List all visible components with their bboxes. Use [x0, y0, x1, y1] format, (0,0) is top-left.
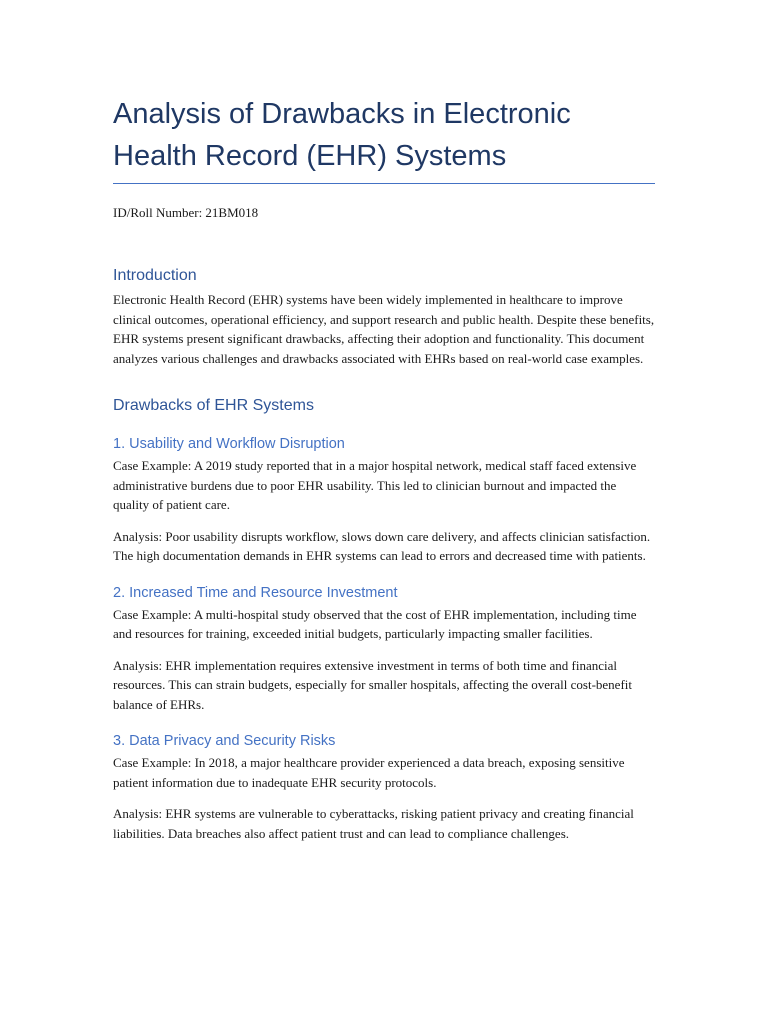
document-title: Analysis of Drawbacks in Electronic Health Record (EHR) Systems — [113, 98, 571, 172]
introduction-heading: Introduction — [113, 267, 197, 284]
case-example-paragraph: Case Example: A 2019 study reported that in a major hospital network, medical staff faced extensive administrative burdens due to poor EHR usability. This led to clinician burnout and impacted the quality of patient care. — [113, 458, 637, 512]
drawbacks-heading: Drawbacks of EHR Systems — [113, 397, 314, 414]
section-heading-usability: 1. Usability and Workflow Disruption — [113, 436, 345, 452]
analysis-paragraph: Analysis: EHR implementation requires extensive investment in terms of both time and financial resources. This can strain budgets, especially for smaller hospitals, affecting the overall cost-benefit balance of EHRs. — [113, 657, 632, 712]
analysis-paragraph: Analysis: Poor usability disrupts workflow, slows down care delivery, and affects clinician satisfaction. The high documentation demands in EHR systems can lead to errors and decreased time with patients. — [113, 528, 651, 563]
introduction-paragraph: Electronic Health Record (EHR) systems have been widely implemented in healthcare to improve clinical outcomes, operational efficiency, and support research and public health. Despite these benefits, EHR systems present significant drawbacks, affecting their adoption and functionality. This document analyzes various challenges and drawbacks associated with EHRs based on real-world case examples. — [113, 292, 655, 366]
title-divider — [113, 183, 655, 184]
section-heading-time-resource: 2. Increased Time and Resource Investment — [113, 584, 398, 601]
id-roll-number: ID/Roll Number: 21BM018 — [113, 205, 259, 220]
case-example-paragraph: Case Example: A multi-hospital study observed that the cost of EHR implementation, including time and resources for training, exceeded initial budgets, particularly impacting smaller facilities. — [113, 606, 637, 641]
analysis-paragraph: Analysis: EHR systems are vulnerable to cyberattacks, risking patient privacy and creating financial liabilities. Data breaches also affect patient trust and can lead to compliance challenges. — [113, 806, 634, 841]
case-example-paragraph: Case Example: In 2018, a major healthcare provider experienced a data breach, exposing sensitive patient information due to inadequate EHR security protocols. — [113, 755, 625, 790]
section-heading-privacy-security: 3. Data Privacy and Security Risks — [113, 733, 336, 749]
